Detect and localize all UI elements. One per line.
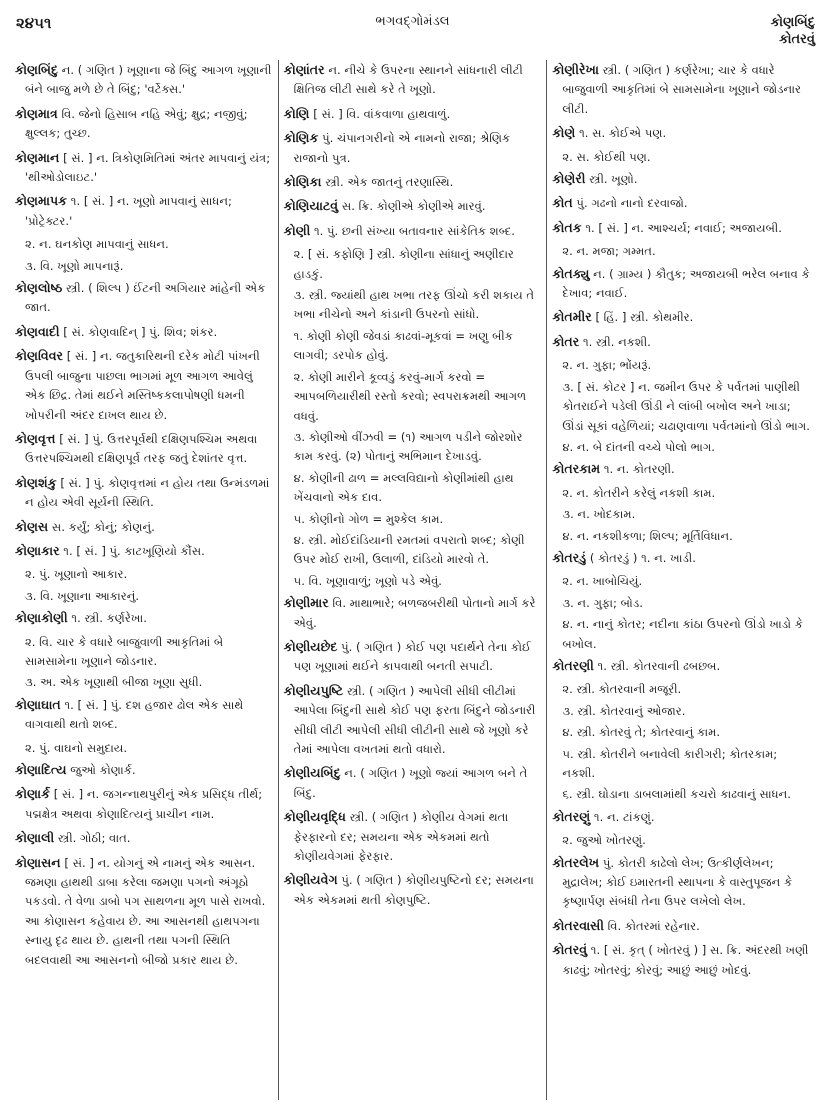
entry-headword: કોણીયવેગ [283, 872, 338, 888]
entry-definition: સ્ત્રી. ( ગણિત ) આપેલી સીધી લીટીમાં આપેલા બિંદુની સાથે કોઈ પણ ફરતા બિંદુને જોડનારી સીધી લીટી આપેલી સીધી લીટીની સાથે જે ખૂણો કરે તેમાં આપેલા વખતમાં થતો વધારો. [293, 683, 536, 756]
page-number: ૨૪૫૧ [16, 14, 52, 32]
entry-headword: કોણાઘાત [15, 696, 61, 712]
entry-headword: કોતરણું [552, 808, 591, 824]
dictionary-entry [15, 322, 273, 342]
guide-word-first: કોણબિંદુ [770, 15, 815, 30]
entry-sense: ૨. સ. કોઈથી પણ. [562, 149, 651, 164]
dictionary-columns [10, 60, 815, 1100]
entry-sense: ૨. કોણી મારીને કૂવ્વડું કરવું-માર્ગ કરવો = આપબળિયારીથી રસ્તો કરવો; સ્વપરાક્રમથી આગળ વધવું. [293, 369, 527, 423]
dictionary-entry [15, 695, 273, 735]
dictionary-entry [284, 104, 542, 124]
entry-sense: ૨. ન. ગુફા; ભોંયરૂં. [562, 358, 652, 373]
dictionary-entry [552, 940, 810, 980]
entry-definition: ન. ( ગ્રામ્ય ) કૌતુક; અજાયબી ભરેલ બનાવ કે દેખાવ; નવાઈ. [562, 266, 810, 301]
entry-sense: ૩. કોણીઓ વીંઝવી = (૧) આગળ પડીને જોરશોર કામ કરવું. (૨) પોતાનું અભિમાન દેખાડવું. [293, 429, 523, 464]
entry-definition: ૧. ન. ટાંકણું. [593, 809, 655, 824]
entry-headword: કોતર [552, 333, 580, 349]
entry-sense: ૪. ન. બે દાંતની વચ્ચે પોલો ભાગ. [562, 439, 715, 454]
dictionary-entry [552, 656, 810, 676]
entry-sense: ૩. સ્ત્રી. કોતરવાનું ઓજાર. [562, 703, 686, 718]
entry-definition: પું. ( ગણિત ) કોણીયપુષ્ટિનો દર; સમયના એક એકમમાં થતી કોણપુષ્ટિ. [293, 873, 534, 907]
dictionary-entry [552, 332, 810, 352]
dictionary-entry [15, 429, 273, 469]
entry-definition: ૧. સ્ત્રી. કર્ણરેખા. [71, 611, 147, 626]
entry-definition: પું. ગઢનો નાનો દરવાજો. [576, 196, 688, 211]
entry-sense: ૨. જુઓ ખોતરણું. [562, 833, 646, 848]
entry-definition: સ્ત્રી. એક જાતનું તરણાસ્થિ. [325, 175, 454, 190]
entry-sense: ૨. પું. વાઘનો સમુદાય. [25, 740, 128, 755]
entry-headword: કોણિયાટવું [283, 198, 339, 214]
dictionary-entry [284, 593, 542, 633]
entry-headword: કોણાંતર [283, 62, 325, 77]
column-1 [10, 60, 278, 1100]
dictionary-entry [552, 60, 810, 119]
entry-definition: ૧. ન. કોતરણી. [603, 462, 675, 477]
entry-headword: કોણમાપક [15, 193, 68, 209]
dictionary-entry [284, 128, 542, 168]
entry-headword: કોણાર્ક [15, 786, 50, 802]
entry-definition: સ્ત્રી. ગોઠી; વાત. [57, 831, 131, 846]
dictionary-entry [552, 169, 810, 189]
dictionary-entry [552, 807, 810, 827]
entry-definition: [ સં. કોણવાદિન્ ] પું. શિવ; શંકર. [63, 324, 218, 339]
dictionary-entry [15, 60, 273, 100]
dictionary-entry [552, 218, 810, 238]
page-header [0, 14, 825, 54]
entry-headword: કોણમાન [15, 149, 60, 165]
entry-sense: ૨. ન. ખાબોચિયું. [562, 574, 643, 589]
entry-headword: કોણીયપુષ્ટિ [283, 682, 344, 698]
entry-sense: ૬. સ્ત્રી. ઘોડાના ડાબલામાંથી કચરો કાઢવાનું સાધન. [562, 787, 791, 802]
dictionary-entry [552, 123, 810, 143]
entry-sense: ૨. ન. ઘનકોણ માપવાનું સાધન. [25, 237, 169, 252]
dictionary-entry [284, 870, 542, 910]
entry-definition: સ્ત્રી. ( શિલ્પ ) ઈંટની અગિયાર માંહેની એક જાત. [25, 281, 266, 315]
entry-definition: વિ. કોતરમાં રહેનાર. [607, 918, 700, 933]
entry-definition: [ સં. ] પું. કોણવૃત્તમાં ન હોય તથા ઉન્મંડળમાં ન હોય એવી સૂર્યની સ્થિતિ. [25, 475, 270, 510]
entry-headword: કોણીમાર [283, 595, 329, 611]
entry-headword: કોણવાદી [15, 323, 60, 339]
entry-sense: ૨. ન. મજા; ગમ્મત. [562, 244, 656, 259]
entry-headword: કોણિ [283, 105, 310, 121]
book-title: ભગવદ્ગોમંડલ [375, 14, 450, 29]
entry-headword: કોત [552, 195, 573, 211]
entry-definition: સ્ત્રી. ખૂણો. [589, 172, 638, 187]
entry-definition: [ સં. ] વિ. વાંકવાળા હાથવાળું. [313, 106, 451, 121]
dictionary-entry [552, 548, 810, 568]
entry-definition: પું. ચંપાનગરીનો એ નામનો રાજા; શ્રેણિક રાજાનો પુત્ર. [293, 131, 511, 165]
entry-headword: કોણશંકુ [15, 474, 57, 490]
entry-headword: કોતરડું [552, 549, 587, 565]
entry-definition: વિ. માથાભારે; બળજબરીથી પોતાનો માર્ગ કરે એવું. [293, 596, 536, 630]
entry-definition: ૧. [ સં. ] ન. આશ્ચર્ય; નવાઈ; અજાયબી. [585, 220, 782, 235]
dictionary-entry [284, 172, 542, 192]
entry-sense: ૪. કોણીની ઢાળ = મલ્લવિદ્યાનો કોણીમાંથી હાથ ખેંચવાનો એક દાવ. [293, 470, 514, 505]
entry-definition: પું. કોતરી કાઢેલો લેખ; ઉત્કીર્ણલેખન; મુદ્રાલેખ; કોઈ ઇમારતની સ્થાપના કે વાસ્તુપૂજન કે કૃષ્ણાર્પણ સંબંધી તેના ઉપર લખેલો લેખ. [562, 855, 793, 909]
entry-sense: ૫. કોણીનો ગોળ = મુશ્કેલ કામ. [293, 511, 444, 526]
entry-headword: કોણે [552, 125, 576, 141]
entry-definition: ૧. પું. છની સંખ્યા બતાવનાર સાંકેતિક શબ્દ. [313, 223, 515, 238]
dictionary-entry [284, 763, 542, 803]
dictionary-entry [552, 916, 810, 936]
dictionary-entry [552, 459, 810, 479]
entry-headword: કોણી [283, 222, 311, 238]
entry-definition: પું. ( ગણિત ) કોઈ પણ પદાર્થને તેના કોઈ પણ ખૂણામાં થઈને કાપવાથી બનતી સપાટી. [293, 639, 531, 674]
dictionary-entry [552, 853, 810, 912]
entry-definition: ૧. સ. કોઈએ પણ. [579, 126, 667, 141]
dictionary-entry [15, 828, 273, 848]
entry-definition: ન. ( ગણિત ) ખૂણાના જે બિંદુ આગળ ખૂણાની બંને બાજુ મળે છે તે બિંદુ; 'વર્ટેક્સ.' [25, 63, 272, 97]
entry-headword: કોણાકાર [15, 542, 60, 558]
dictionary-entry [284, 637, 542, 677]
entry-sense: ૫. સ્ત્રી. કોતરીને બનાવેલી કારીગરી; કોતરકામ; નકશી. [562, 746, 778, 780]
dictionary-entry [15, 148, 273, 188]
entry-headword: કોતમીર [552, 309, 592, 325]
entry-definition: ન. ( ગણિત ) ખૂણો જ્યાં આગળ બને તે બિંદુ. [293, 766, 528, 800]
dictionary-entry [15, 784, 273, 824]
dictionary-entry [552, 264, 810, 304]
dictionary-entry [15, 278, 273, 318]
dictionary-entry [15, 517, 273, 537]
column-3 [546, 60, 815, 1100]
entry-headword: કોણિકા [283, 174, 322, 190]
entry-headword: કોણિક [283, 130, 319, 146]
entry-definition: વિ. જેનો હિસાબ નહિ એવું; ક્ષુદ્ર; નજીવું; ક્ષુલ્લક; તુચ્છ. [25, 106, 248, 141]
entry-sense: ૩. ન. ખોદકામ. [562, 507, 636, 522]
entry-sense: ૧. કોણી કોણી જેવડાં કાઢવાં-મૂકવાં = ખણુ બીક લાગવી; ડરપોક હોવું. [293, 328, 513, 363]
entry-headword: કોણીયછેદ [283, 638, 338, 654]
entry-definition: ૧. [ સં. કૃત્ ( ખોતરવું ) ] સ. ક્રિ. અંદરથી ખણી કાઢવું; ખોતરવું; કોરવું; આછું આછું ખોદવું. [562, 943, 809, 977]
entry-definition: ૧. [ સં. ] પું. દશ હજાર ઢોલ એક સાથે વાગવાથી થતો શબ્દ. [25, 697, 244, 732]
entry-headword: કોતરવું [552, 942, 588, 958]
entry-definition: સ્ત્રી. ( ગણિત ) કર્ણરેખા; ચાર કે વધારે બાજુવાળી આકૃતિમાં બે સામસામેના ખૂણાને જોડનાર લીટી. [562, 63, 802, 116]
entry-headword: કોણસ [15, 518, 49, 534]
entry-sense: ૩. વિ. ખૂણો માપનારૂં. [25, 258, 124, 273]
entry-sense: ૪. ન. નાનું કોતર; નદીના કાંઠા ઉપરનો ઊંડો ખાડો કે બખોલ. [562, 617, 803, 651]
dictionary-entry [284, 60, 542, 100]
entry-headword: કોણીરેખા [552, 62, 599, 77]
entry-headword: કોણલોષ્ઠ [15, 280, 63, 296]
dictionary-entry [15, 853, 273, 970]
entry-headword: કોણમાત્ર [15, 105, 58, 121]
dictionary-entry [15, 346, 273, 425]
entry-headword: કોતરકામ [552, 461, 601, 477]
entry-sense: ૪. સ્ત્રી. કોતરવું તે; કોતરવાનું કામ. [562, 725, 721, 740]
entry-definition: [ સં. ] ન. જતુકારિથની દરેક મોટી પાંખની ઉપલી બાજુના પાછલા ભાગમાં મૂળ આગળ આવેલું એક છિદ્ર. તેમાં થઈને મસ્તિષ્કકલાપોષણી ધમની ખોપરીની અંદર દાખલ થાય છે. [25, 349, 260, 422]
entry-definition: [ સં. ] ન. યોગનું એ નામનું એક આસન. જમણા હાથથી ડાબા કરેલા જમણા પગનો અંગૂઠો પકડવો. તે વેળા ડાબો પગ સાથળના મૂળ પાસે રાખવો. આ કોણાસન કહેવાય છે. આ આસનથી હાથપગના સ્નાયુ દૃઢ થાય છે. હાથની તથા પગની સ્થિતિ બદલવાથી આ આસનનો બીજો પ્રકાર થાય છે. [25, 855, 266, 967]
entry-definition: ૧. સ્ત્રી. નકશી. [582, 334, 651, 349]
dictionary-entry [284, 196, 542, 216]
entry-definition: સ. કર્યું; કોનું; કોણનું. [51, 519, 155, 534]
dictionary-entry [15, 191, 273, 231]
entry-sense: ૫. વિ. ખૂણાવાળું; ખૂણો પડે એવું. [293, 573, 442, 588]
entry-definition: [ સં. ] ન. જગન્નાથપુરીનું એક પ્રસિદ્ધ તીર્થ; પદ્મક્ષેત્ર અથવા કોણાદિત્યનું પ્રાચીન નામ. [25, 787, 263, 821]
entry-headword: કોતરણી [552, 657, 594, 673]
dictionary-entry [284, 221, 542, 241]
entry-headword: કોતક્યુ [552, 265, 590, 281]
entry-headword: કોણાલી [15, 830, 55, 846]
entry-sense: ૪. સ્ત્રી. મોઈદાંડિયાની રમતમાં વપરાતો શબ્દ; કોણી ઉપર મોઈ રાખી, ઉલાળી, દાંડિયો મારવો તે. [293, 532, 525, 567]
entry-headword: કોતરવાસી [552, 917, 604, 933]
entry-sense: ૨. સ્ત્રી. કોતરવાની મજૂરી. [562, 682, 682, 697]
entry-definition: સ્ત્રી. ( ગણિત ) કોણીય વેગમાં થતા ફેરફારનો દર; સમયના એક એકમમાં થતો કોણીયવેગમાં ફેરફાર. [293, 810, 509, 864]
entry-headword: કોતરલેખ [552, 854, 600, 870]
entry-headword: કોણબિંદુ [15, 62, 59, 77]
entry-sense: ૩. સ્ત્રી. જ્યાંથી હાથ ખભા તરફ ઊંચો કરી શકાય તે ખભા નીચેનો અને કાંડાની ઉપરનો સાંધો. [293, 288, 535, 322]
column-2 [278, 60, 547, 1100]
entry-definition: ૧. સ્ત્રી. કોતરવાની ઢબછબ. [597, 658, 721, 673]
entry-definition: ૧. [ સં. ] પું. કાટખૂણિયો કૌંસ. [63, 543, 205, 558]
dictionary-entry [552, 307, 810, 327]
entry-definition: ૧. [ સં. ] ન. ખૂણો માપવાનું સાધન; 'પ્રોટ્રેક્ટર.' [25, 194, 232, 228]
entry-sense: ૪. ન. નકશીકળા; શિલ્પ; મૂર્તિવિધાન. [562, 528, 733, 543]
entry-headword: કોણાદિત્ય [15, 762, 67, 777]
entry-headword: કોતક [552, 219, 582, 235]
entry-headword: કોણેરી [552, 171, 586, 187]
dictionary-entry [552, 193, 810, 213]
entry-headword: કોણાસન [15, 854, 61, 870]
entry-definition: સ. ક્રિ. કોણીએ કોણીએ મારવું. [341, 199, 486, 214]
entry-definition: [ હિં. ] સ્ત્રી. કોથમીર. [595, 310, 694, 325]
entry-headword: કોણવૃત્ત [15, 430, 56, 446]
entry-sense: ૨. [ સં. કફોણિ ] સ્ત્રી. કોણીના સાંધાનું અણીદાર હાડકું. [293, 247, 514, 281]
entry-sense: ૨. ન. કોતરીને કરેલું નકશી કામ. [562, 485, 716, 500]
entry-sense: ૩. [ સં. કોટર ] ન. જમીન ઉપર કે પર્વતમાં પાણીથી કોતરાઈને પડેલી ઊંડી ને લાંબી બખોલ અને ખાડા; ઊંડાં સૂકાં વહેળિયાં; ચઢાણવાળા પર્વતમાંનો ઊંડો ભાગ. [562, 379, 810, 433]
entry-definition: ( કોતરડું ) ૧. ન. ખાડી. [589, 550, 696, 565]
entry-definition: ન. નીચે કે ઉપરના સ્થાનને સાંધનારી લીટી ક્ષિતિજ લીટી સાથે કરે તે ખૂણો. [293, 63, 523, 97]
entry-definition: [ સં. ] પું. ઉત્તરપૂર્વથી દક્ષિણપશ્ચિમ અથવા ઉત્તરપશ્ચિમથી દક્ષિણપૂર્વ તરફ જતું દેશાંતર વૃત્ત. [25, 431, 258, 466]
entry-headword: કોણવિવર [15, 348, 64, 364]
entry-definition: [ સં. ] ન. ત્રિકોણમિતિમાં અંતર માપવાનું યંત્ર; 'થીઓડોલાઇટ.' [25, 150, 271, 185]
entry-sense: ૨. વિ. ચાર કે વધારે બાજુવાળી આકૃતિમાં બે સામસામેના ખૂણાને જોડનાર. [25, 634, 224, 668]
entry-sense: ૩. વિ. ખૂણાના આકારનું. [25, 588, 140, 603]
entry-headword: કોણીયવૃદ્ધિ [283, 809, 346, 825]
dictionary-entry [284, 807, 542, 866]
entry-sense: ૩. ન. ગુફા; બોડ. [562, 595, 643, 610]
dictionary-entry [15, 760, 273, 780]
dictionary-entry [15, 608, 273, 628]
entry-sense: ૨. પું. ખૂણાનો આકાર. [25, 567, 128, 582]
dictionary-entry [15, 473, 273, 513]
dictionary-entry [284, 681, 542, 760]
entry-headword: કોણીયબિંદુ [283, 765, 341, 781]
entry-sense: ૩. અ. એક ખૂણાથી બીજા ખૂણા સુધી. [25, 675, 203, 690]
dictionary-entry [15, 541, 273, 561]
entry-definition: જુઓ કોણાર્ક. [70, 763, 136, 777]
guide-words [771, 14, 815, 48]
dictionary-entry [15, 104, 273, 144]
guide-word-last: કોતરવું [779, 32, 815, 47]
entry-headword: કોણાકોણી [15, 610, 68, 626]
